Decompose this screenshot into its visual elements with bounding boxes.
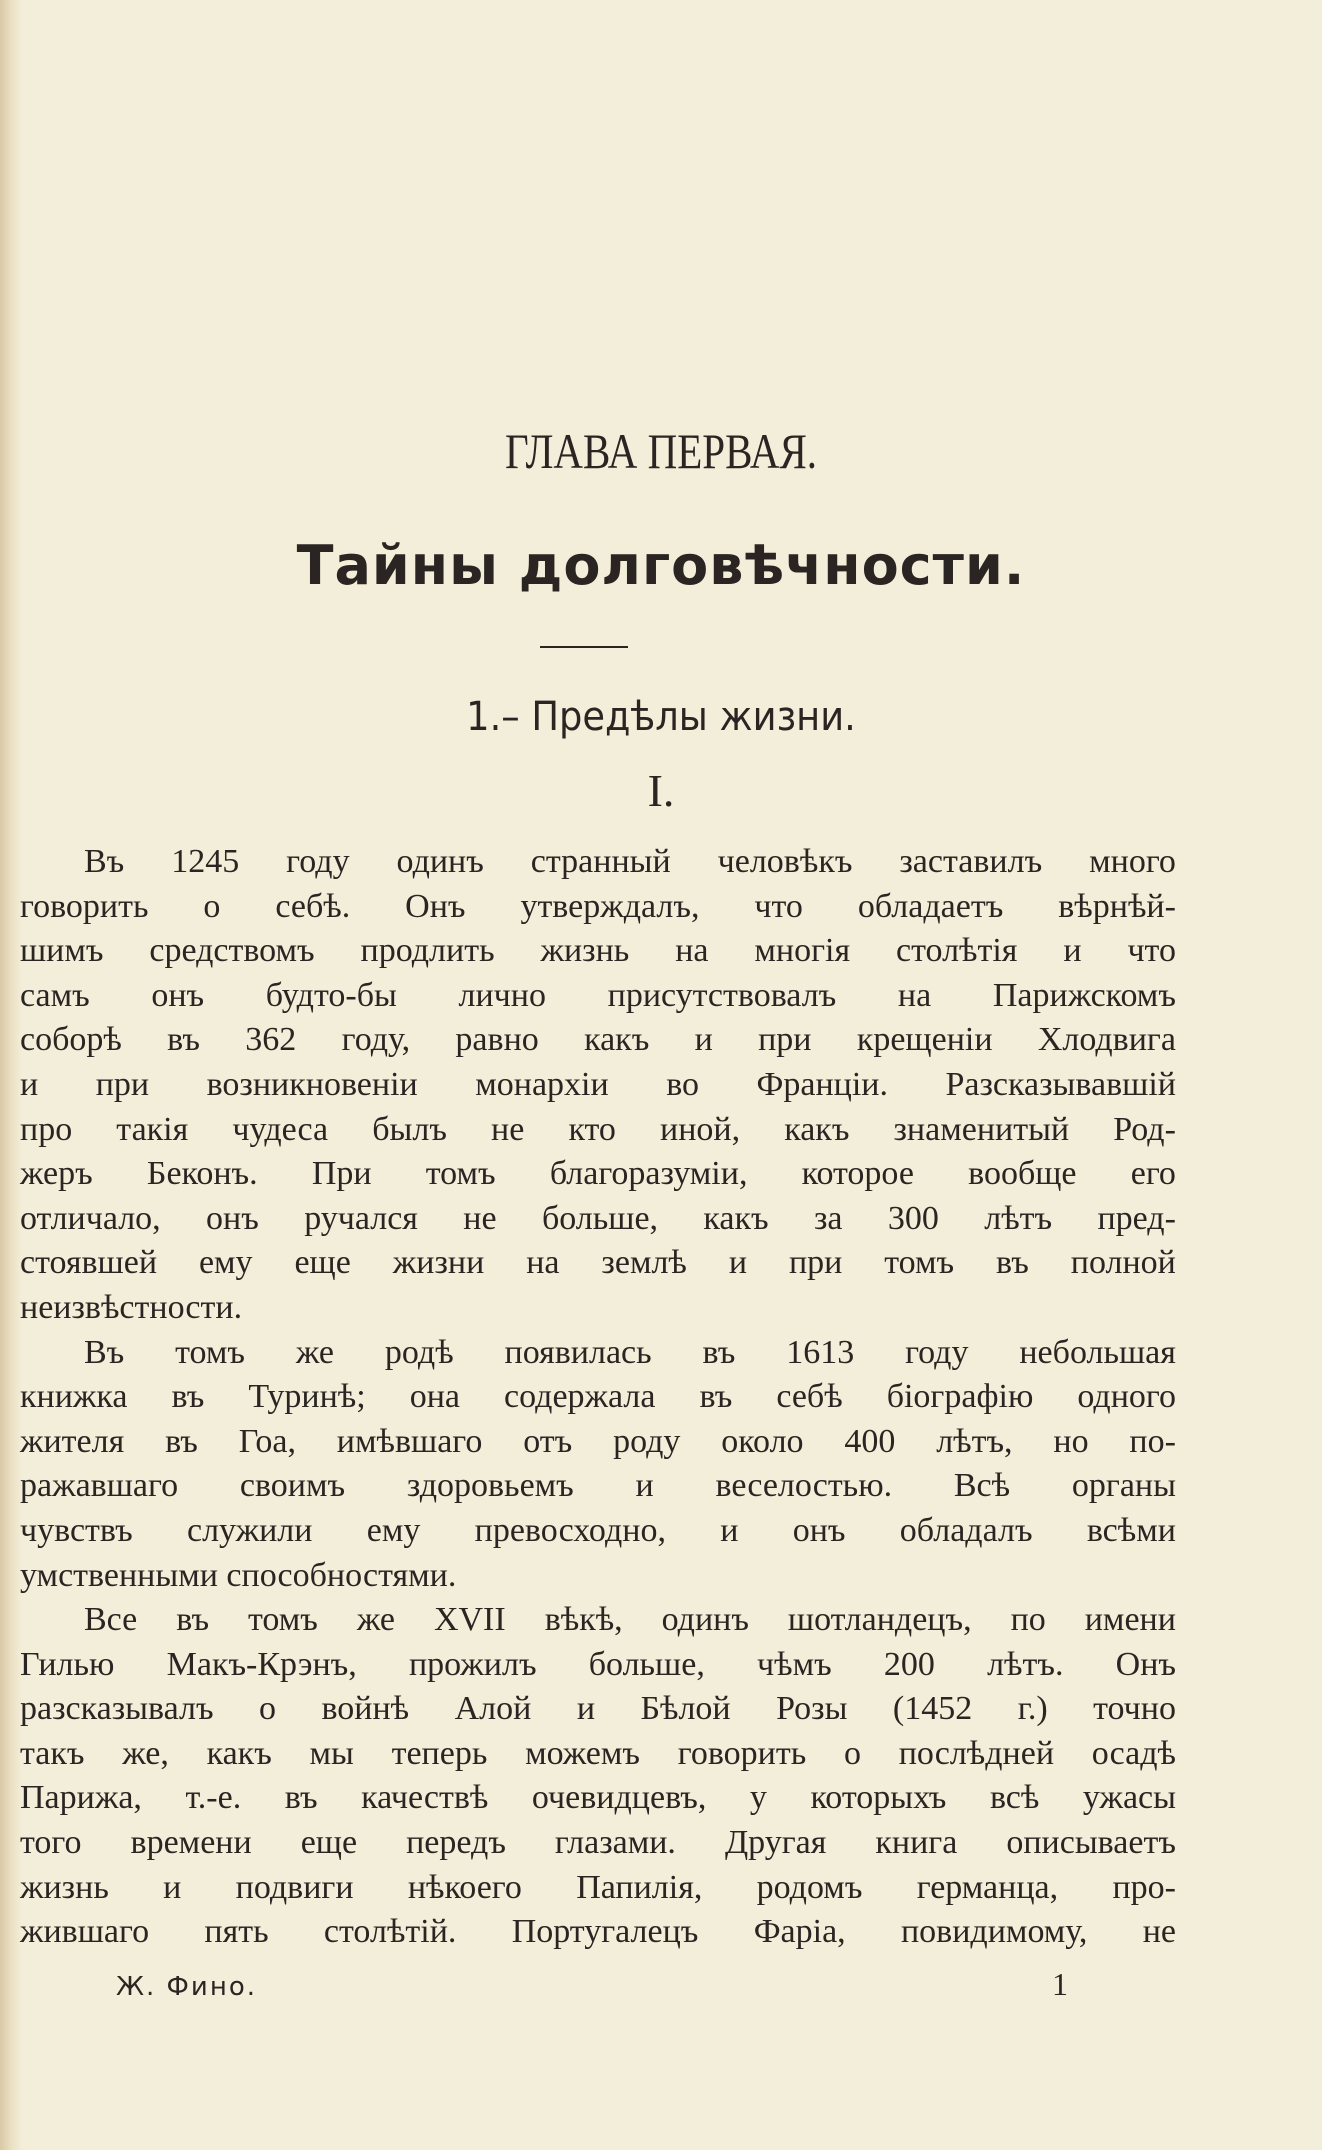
text-line: про такія чудеса былъ не кто иной, какъ знаменитый Род- [20, 1110, 1176, 1148]
text-line: жеръ Беконъ. При томъ благоразуміи, которое вообще его [20, 1155, 1176, 1193]
text-line: Парижа, т.-е. въ качествѣ очевидцевъ, у которыхъ всѣ ужасы [20, 1779, 1176, 1817]
text-line: жителя въ Гоа, имѣвшаго отъ роду около 400 лѣтъ, но по- [20, 1422, 1176, 1460]
text-line: книжка въ Туринѣ; она содержала въ себѣ біографію одного [20, 1378, 1176, 1416]
text-line: шимъ средствомъ продлить жизнь на многія столѣтія и что [20, 932, 1176, 970]
page-number: 1 [1052, 1966, 1068, 2002]
text-line: ражавшаго своимъ здоровьемъ и веселостью. Всѣ органы [20, 1467, 1176, 1505]
text-line: того времени еще передъ глазами. Другая книга описываетъ [20, 1824, 1176, 1862]
subsection-numeral: I. [647, 765, 675, 816]
text-line: соборѣ въ 362 году, равно какъ и при крещеніи Хлодвига [20, 1021, 1176, 1059]
text-line: стоявшей ему еще жизни на землѣ и при томъ въ полной [20, 1244, 1176, 1282]
text-line: Гилью Макъ-Крэнъ, прожилъ больше, чѣмъ 200 лѣтъ. Онъ [20, 1645, 1176, 1683]
chapter-title: Тайны долговѣчности. [296, 534, 1026, 597]
text-line: жившаго пять столѣтій. Португалецъ Фаріа, повидимому, не [20, 1913, 1176, 1951]
footer-author: Ж. Фино. [116, 1972, 257, 2002]
text-line: умственными способностями. [20, 1556, 457, 1594]
text-line: самъ онъ будто-бы лично присутствовалъ на Парижскомъ [20, 976, 1176, 1014]
text-line: чувствъ служили ему превосходно, и онъ обладалъ всѣми [20, 1511, 1176, 1549]
text-line: отличало, онъ ручался не больше, какъ за 300 лѣтъ пред- [20, 1199, 1176, 1237]
text-line: такъ же, какъ мы теперь можемъ говорить о послѣдней осадѣ [20, 1734, 1176, 1772]
text-line: Все въ томъ же XVII вѣкѣ, одинъ шотландецъ, по имени [84, 1601, 1176, 1639]
text-line: Въ томъ же родѣ появилась въ 1613 году небольшая [84, 1333, 1176, 1371]
divider-rule [540, 646, 628, 648]
text-line: Въ 1245 году одинъ странный человѣкъ заставилъ много [84, 843, 1176, 880]
body-text [20, 840, 1176, 1955]
text-line: разсказывалъ о войнѣ Алой и Бѣлой Розы (1452 г.) точно [20, 1690, 1176, 1728]
text-line: неизвѣстности. [20, 1288, 243, 1326]
chapter-heading: ГЛАВА ПЕРВАЯ. [504, 423, 818, 479]
text-line: жизнь и подвиги нѣкоего Папилія, родомъ германца, про- [20, 1868, 1176, 1906]
page-binding-edge [0, 0, 22, 2150]
section-heading: 1.– Предѣлы жизни. [466, 694, 856, 740]
text-line: и при возникновеніи монархіи во Франціи. Разсказывавшій [20, 1065, 1176, 1103]
text-line: говорить о себѣ. Онъ утверждалъ, что обладаетъ вѣрнѣй- [20, 887, 1176, 925]
